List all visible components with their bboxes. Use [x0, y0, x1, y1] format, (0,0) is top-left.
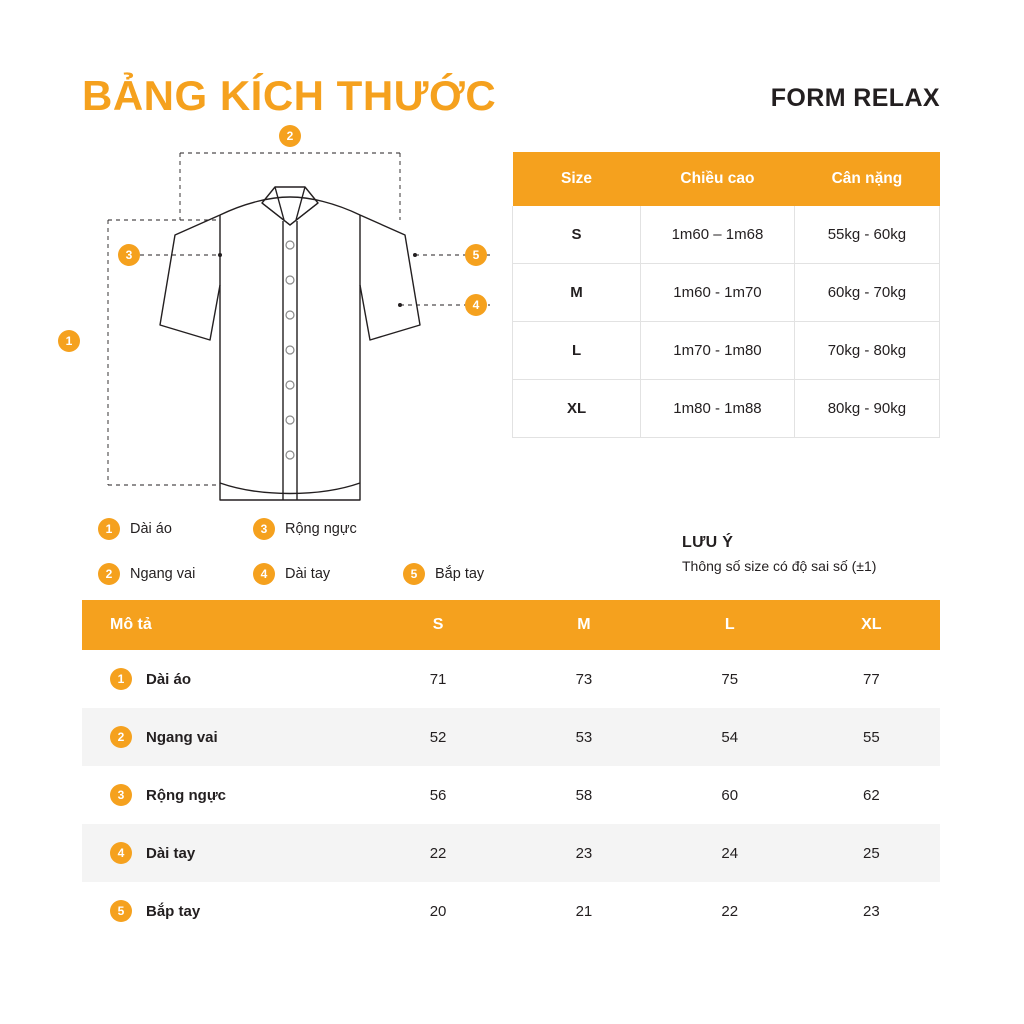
- note-title: LƯU Ý: [682, 534, 734, 551]
- legend-item-1: [98, 518, 172, 540]
- table-row: [82, 882, 940, 940]
- legend-badge-1: 1: [98, 518, 120, 540]
- cell-m: 53: [575, 728, 593, 746]
- cell-height: 1m80 - 1m88: [641, 380, 795, 438]
- cell-m: 58: [575, 786, 593, 804]
- cell-size: M: [513, 264, 641, 322]
- row-badge: 3: [110, 784, 132, 806]
- header-size: Size: [513, 152, 641, 206]
- legend-label-2: Ngang vai: [130, 566, 196, 582]
- header-height: Chiều cao: [641, 152, 795, 206]
- diagram-marker-1: 1: [58, 330, 80, 352]
- cell-description: [82, 766, 365, 824]
- header-xl: XL: [803, 600, 940, 650]
- diagram-marker-5: 5: [465, 244, 487, 266]
- cell-m: 73: [575, 670, 593, 688]
- header-l: L: [657, 600, 803, 650]
- row-label: Bắp tay: [146, 902, 201, 920]
- cell-description: [82, 708, 365, 766]
- table-row: [513, 322, 940, 380]
- diagram-marker-3: 3: [118, 244, 140, 266]
- table-row: [513, 264, 940, 322]
- page-title: BẢNG KÍCH THƯỚC: [82, 72, 497, 119]
- legend-label-3: Rộng ngực: [285, 521, 357, 537]
- header-weight: Cân nặng: [794, 152, 939, 206]
- note-block: [682, 534, 982, 574]
- table-row: [82, 824, 940, 882]
- cell-height: 1m60 - 1m70: [641, 264, 795, 322]
- cell-l: 60: [721, 786, 739, 804]
- row-label: Ngang vai: [146, 728, 218, 746]
- cell-description: [82, 824, 365, 882]
- cell-size: L: [513, 322, 641, 380]
- diagram-marker-4: 4: [465, 294, 487, 316]
- cell-xl: 55: [863, 728, 880, 746]
- cell-l: 54: [721, 728, 739, 746]
- row-badge: 1: [110, 668, 132, 690]
- shirt-illustration: [70, 125, 510, 515]
- form-type-label: FORM RELAX: [770, 84, 940, 112]
- legend-label-5: Bắp tay: [435, 566, 485, 582]
- cell-description: [82, 650, 365, 708]
- table-row: [82, 650, 940, 708]
- cell-weight: 70kg - 80kg: [794, 322, 939, 380]
- row-label: Rộng ngực: [146, 786, 227, 804]
- legend-badge-2: 2: [98, 563, 120, 585]
- table-row: [513, 206, 940, 264]
- cell-weight: 80kg - 90kg: [794, 380, 939, 438]
- diagram-legend: [98, 518, 518, 588]
- cell-weight: 60kg - 70kg: [794, 264, 939, 322]
- cell-size: XL: [513, 380, 641, 438]
- header-description: Mô tả: [82, 600, 365, 650]
- note-text: Thông số size có độ sai số (±1): [682, 558, 877, 574]
- legend-item-4: [253, 563, 330, 585]
- measurement-table: [82, 600, 940, 940]
- cell-description: [82, 882, 365, 940]
- cell-l: 24: [721, 844, 739, 862]
- row-label: Dài áo: [146, 670, 192, 688]
- cell-size: S: [513, 206, 641, 264]
- table-header-row: [513, 152, 940, 206]
- table-row: [513, 380, 940, 438]
- diagram-marker-2: 2: [279, 125, 301, 147]
- legend-item-3: [253, 518, 357, 540]
- row-badge: 4: [110, 842, 132, 864]
- legend-badge-3: 3: [253, 518, 275, 540]
- legend-label-4: Dài tay: [285, 566, 331, 582]
- header-s: S: [365, 600, 511, 650]
- table-header-row: [82, 600, 940, 650]
- legend-label-1: Dài áo: [130, 521, 172, 537]
- cell-height: 1m60 – 1m68: [641, 206, 795, 264]
- cell-xl: 25: [863, 844, 880, 862]
- cell-xl: 62: [863, 786, 880, 804]
- cell-s: 20: [429, 902, 447, 920]
- cell-l: 75: [721, 670, 739, 688]
- header-m: M: [511, 600, 657, 650]
- legend-item-2: [98, 563, 195, 585]
- cell-s: 52: [429, 728, 447, 746]
- shirt-diagram: [65, 125, 510, 515]
- cell-s: 71: [429, 670, 447, 688]
- cell-height: 1m70 - 1m80: [641, 322, 795, 380]
- cell-m: 21: [575, 902, 593, 920]
- row-label: Dài tay: [146, 844, 196, 862]
- cell-l: 22: [721, 902, 739, 920]
- cell-s: 22: [429, 844, 447, 862]
- legend-badge-4: 4: [253, 563, 275, 585]
- legend-item-5: [403, 563, 484, 585]
- cell-xl: 23: [863, 902, 880, 920]
- legend-badge-5: 5: [403, 563, 425, 585]
- row-badge: 5: [110, 900, 132, 922]
- cell-m: 23: [575, 844, 593, 862]
- cell-s: 56: [429, 786, 447, 804]
- size-height-weight-table: [512, 152, 940, 438]
- table-row: [82, 766, 940, 824]
- row-badge: 2: [110, 726, 132, 748]
- cell-weight: 55kg - 60kg: [794, 206, 939, 264]
- cell-xl: 77: [863, 670, 880, 688]
- table-row: [82, 708, 940, 766]
